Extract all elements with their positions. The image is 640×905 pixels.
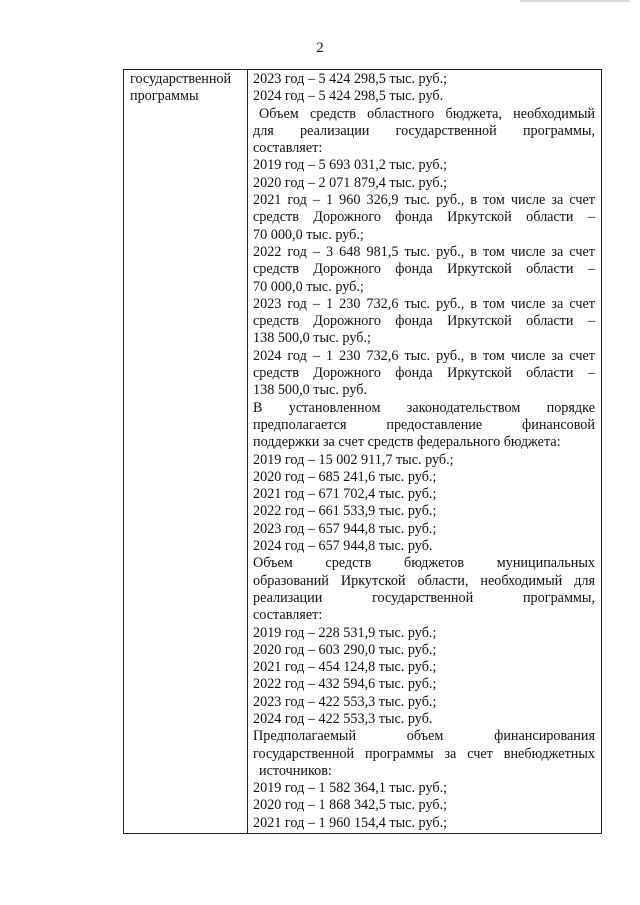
right-cell-line: 2024 год – 657 944,8 тыс. руб. [253, 538, 433, 555]
right-cell-line: средств Дорожного фонда Иркутской области – [253, 365, 595, 382]
right-cell-line: 2021 год – 1 960 154,4 тыс. руб.; [253, 814, 448, 831]
right-cell-line: 2022 год – 661 533,9 тыс. руб.; [253, 503, 437, 520]
right-cell-line: В установленном законодательством порядке [253, 399, 595, 416]
right-cell-line: 2022 год – 432 594,6 тыс. руб.; [253, 676, 437, 693]
right-cell-line: государственной программы за счет внебюджетных [253, 745, 595, 762]
right-cell-line: 2024 год – 5 424 298,5 тыс. руб. [253, 88, 444, 105]
left-cell-line: программы [130, 88, 199, 105]
right-cell-line: 2024 год – 422 553,3 тыс. руб. [253, 710, 433, 727]
right-cell-line: 2023 год – 657 944,8 тыс. руб.; [253, 520, 437, 537]
right-cell-line: 2023 год – 5 424 298,5 тыс. руб.; [253, 71, 448, 87]
right-cell-line: 2021 год – 671 702,4 тыс. руб.; [253, 486, 437, 503]
right-cell-line: 2021 год – 454 124,8 тыс. руб.; [253, 659, 437, 676]
page-number: 2 [316, 40, 324, 56]
right-cell-line: реализации государственной программы, [253, 589, 595, 606]
right-cell-line: средств Дорожного фонда Иркутской области – [253, 209, 595, 226]
right-cell-line: средств Дорожного фонда Иркутской области – [253, 313, 595, 330]
right-cell-line: 2020 год – 2 071 879,4 тыс. руб.; [253, 174, 448, 191]
right-cell-line: 2020 год – 1 868 342,5 тыс. руб.; [253, 797, 448, 814]
left-cell [124, 70, 248, 833]
right-cell-line: Предполагаемый объем финансирования [253, 728, 595, 745]
right-cell-line: 2024 год – 1 230 732,6 тыс. руб., в том числе за счет [253, 347, 595, 364]
right-cell-line: 2022 год – 3 648 981,5 тыс. руб., в том числе за счет [253, 243, 595, 260]
right-cell-line: 2019 год – 15 002 911,7 тыс. руб.; [253, 451, 454, 468]
right-cell-line: средств Дорожного фонда Иркутской области – [253, 261, 595, 278]
right-cell-line: 2019 год – 228 531,9 тыс. руб.; [253, 624, 437, 641]
passport-table [123, 69, 602, 834]
scan-artifact [520, 0, 630, 2]
right-cell-line: 2019 год – 1 582 364,1 тыс. руб.; [253, 780, 448, 797]
right-cell-line: 138 500,0 тыс. руб. [253, 382, 367, 399]
right-cell-line: для реализации государственной программы, [253, 122, 595, 139]
right-cell-line: 2023 год – 422 553,3 тыс. руб.; [253, 693, 437, 710]
right-cell-line: Объем средств областного бюджета, необходимый [259, 105, 595, 122]
right-cell-line: 2021 год – 1 960 326,9 тыс. руб., в том числе за счет [253, 192, 595, 209]
right-cell-line: Объем средств бюджетов муниципальных [253, 555, 595, 572]
right-cell-line: поддержки за счет средств федерального бюджета: [253, 434, 561, 451]
right-cell-line: предполагается предоставление финансовой [253, 416, 595, 433]
right-cell-line: образований Иркутской области, необходимый для [253, 572, 595, 589]
right-cell-line: 2023 год – 1 230 732,6 тыс. руб., в том числе за счет [253, 295, 595, 312]
right-cell-line: 70 000,0 тыс. руб.; [253, 278, 364, 295]
left-cell-line: государственной [130, 71, 232, 87]
right-cell-line: 2020 год – 603 290,0 тыс. руб.; [253, 641, 437, 658]
right-cell-line: 2019 год – 5 693 031,2 тыс. руб.; [253, 157, 448, 174]
right-cell [248, 70, 601, 833]
right-cell-line: источников: [259, 762, 332, 779]
right-cell-line: 138 500,0 тыс. руб.; [253, 330, 371, 347]
right-cell-line: составляет: [253, 140, 323, 157]
right-cell-line: 70 000,0 тыс. руб.; [253, 226, 364, 243]
right-cell-line: составляет: [253, 607, 323, 624]
right-cell-line: 2020 год – 685 241,6 тыс. руб.; [253, 468, 437, 485]
